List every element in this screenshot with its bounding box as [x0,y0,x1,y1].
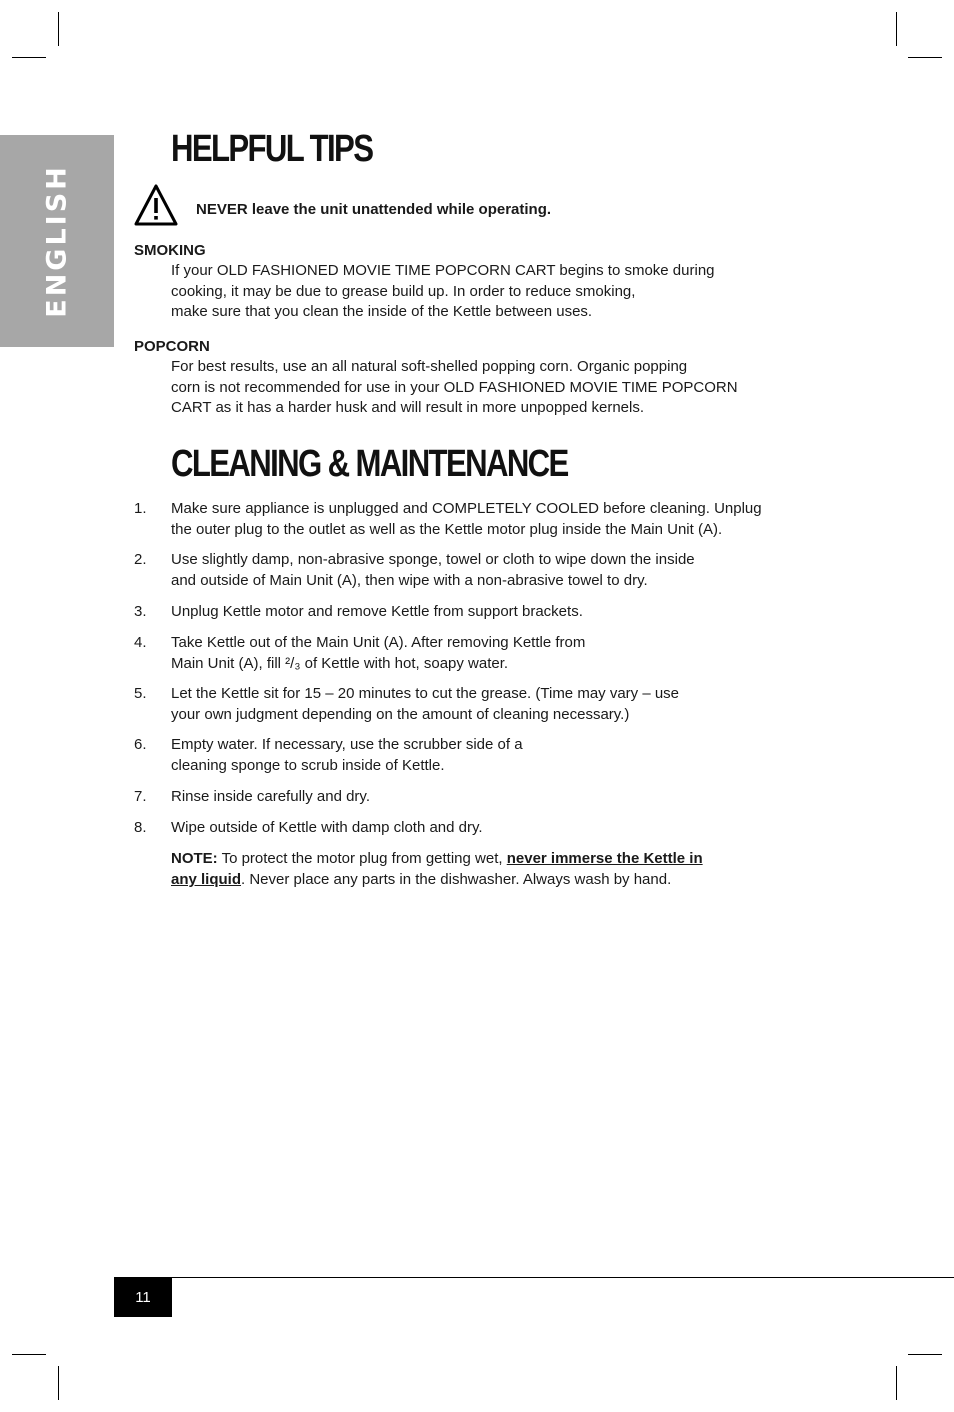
text-line: make sure that you clean the inside of the Kettle between uses. [171,303,593,320]
list-item [134,633,794,674]
text-line: cooking, it may be due to grease build up. In order to reduce smoking, [171,282,636,300]
text-line: the outer plug to the outlet as well as the Kettle motor plug inside the Main Unit (A). [171,520,723,538]
crop-mark [58,12,59,46]
crop-mark [896,1366,897,1400]
text-line: Let the Kettle sit for 15 – 20 minutes to cut the grease. (Time may vary – use [171,685,680,702]
list-number: 1. [134,500,147,517]
note-label: NOTE: [171,850,218,867]
cleaning-title: CLEANING & MAINTENANCE [171,443,568,485]
note-text: To protect the motor plug from getting wet, [217,850,507,867]
text-line: Unplug Kettle motor and remove Kettle from support brackets. [171,603,583,620]
text-line: Wipe outside of Kettle with damp cloth and dry. [171,819,483,836]
crop-mark [12,1354,46,1355]
list-item [134,818,794,839]
warning-text: NEVER leave the unit unattended while operating. [196,201,552,218]
footer-rule [114,1277,954,1278]
note-emphasis: any liquid [171,871,242,888]
list-number: 3. [134,603,147,620]
text-line: Use slightly damp, non-abrasive sponge, towel or cloth to wipe down the inside [171,551,695,568]
list-item [134,550,794,591]
list-number: 7. [134,788,147,805]
text-line: CART as it has a harder husk and will result in more unpopped kernels. [171,399,645,416]
text-line: Rinse inside carefully and dry. [171,788,370,805]
text-line: cleaning sponge to scrub inside of Kettle. [171,756,445,774]
helpful-tips-title: HELPFUL TIPS [171,128,373,170]
text-line: and outside of Main Unit (A), then wipe with a non-abrasive towel to dry. [171,571,648,589]
smoking-paragraph [171,261,771,323]
note-paragraph [171,848,791,890]
text-line: your own judgment depending on the amount of cleaning necessary.) [171,705,630,723]
popcorn-paragraph [171,357,771,419]
crop-mark [908,1354,942,1355]
list-item [134,735,794,776]
list-number: 4. [134,634,147,651]
crop-mark [896,12,897,46]
crop-mark [908,57,942,58]
note-emphasis: never immerse the Kettle in [506,850,703,867]
page-number: 11 [114,1278,172,1317]
list-item [134,787,794,808]
list-item [134,499,794,540]
note-text: . Never place any parts in the dishwasher. Always wash by hand. [241,871,672,888]
list-item [134,602,794,623]
list-number: 5. [134,685,147,702]
language-tab-label: ENGLISH [41,164,73,318]
text-line: corn is not recommended for use in your OLD FASHIONED MOVIE TIME POPCORN [171,378,738,396]
crop-mark [58,1366,59,1400]
text-line: Main Unit (A), fill ²/₃ of Kettle with hot, soapy water. [171,654,509,672]
list-number: 2. [134,551,147,568]
list-number: 8. [134,819,147,836]
text-line: Empty water. If necessary, use the scrubber side of a [171,736,523,753]
language-tab [0,135,114,347]
text-line: Make sure appliance is unplugged and COMPLETELY COOLED before cleaning. Unplug [171,500,762,517]
text-line: For best results, use an all natural soft-shelled popping corn. Organic popping [171,358,688,375]
warning-icon [134,183,178,227]
smoking-heading: SMOKING [134,242,206,259]
crop-mark [12,57,46,58]
text-line: Take Kettle out of the Main Unit (A). After removing Kettle from [171,634,586,651]
list-item [134,684,794,725]
text-line: If your OLD FASHIONED MOVIE TIME POPCORN CART begins to smoke during [171,262,715,279]
list-number: 6. [134,736,147,753]
popcorn-heading: POPCORN [134,338,210,355]
